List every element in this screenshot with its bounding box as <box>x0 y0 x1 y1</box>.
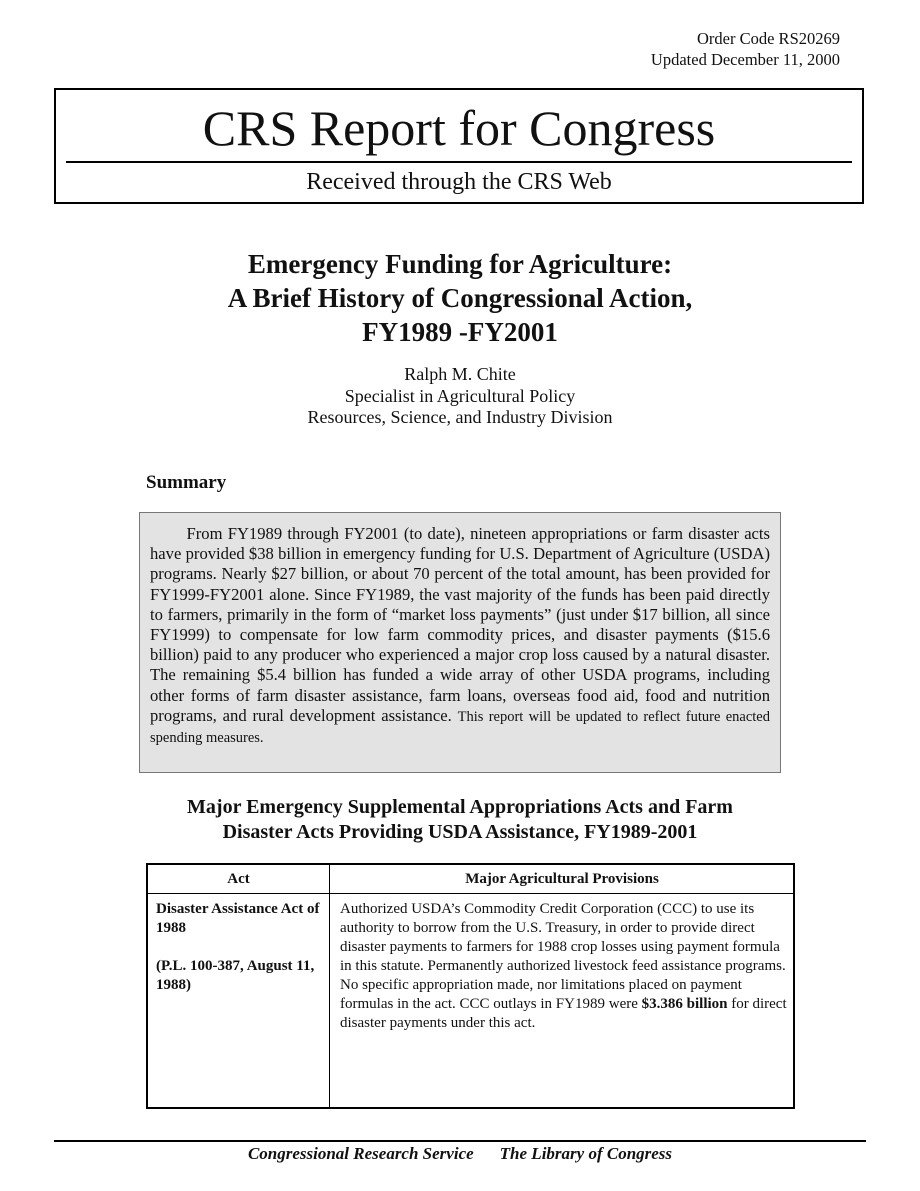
act-citation: (P.L. 100-387, August 11, 1988) <box>156 958 315 993</box>
footer-loc: The Library of Congress <box>499 1144 673 1163</box>
title-line: FY1989 -FY2001 <box>362 317 558 347</box>
table-title-line: Disaster Acts Providing USDA Assistance, FY1989-2001 <box>222 821 698 843</box>
provisions-text-end: for direct disaster payments under this act. <box>340 996 787 1031</box>
author-division: Resources, Science, and Industry Division <box>307 407 613 427</box>
footer-crs: Congressional Research Service <box>247 1144 474 1163</box>
summary-paragraph <box>150 524 770 748</box>
summary-text: From FY1989 through FY2001 (to date), nineteen appropriations or farm disaster acts have provided $38 billion in emergency funding for U.S. Department of Agriculture (USDA) programs. Nearly $27 billion, or about 70 percent of the total amount, has been provided for FY1999-FY2001 alone. Since FY1989, the vast majority of the funds has been paid directly to farmers, primarily in the form of “market loss payments” (just under $17 billion, all since FY1999) to compensate for low farm commodity prices, and disaster payments ($15.6 billion) paid to any producer who experienced a major crop loss caused by a natural disaster. The remaining $5.4 billion has funded a wide array of other USDA programs, including other forms of farm disaster assistance, farm loans, overseas food aid, food and nutrition programs, and rural development assistance. <box>150 524 770 725</box>
order-code-block <box>651 28 840 70</box>
summary-note: This report will be updated to reflect future enacted spending measures. <box>150 708 770 747</box>
author-block <box>0 364 920 429</box>
summary-heading: Summary <box>146 472 227 493</box>
table-header-divider <box>148 893 793 894</box>
table-column-divider <box>329 865 330 1107</box>
footer-divider <box>54 1140 866 1142</box>
column-header-provisions: Major Agricultural Provisions <box>465 871 659 887</box>
updated-date: Updated December 11, 2000 <box>650 50 840 69</box>
document-title <box>0 247 920 349</box>
table-cell-act <box>156 900 326 1014</box>
table-title <box>0 795 920 845</box>
order-code: Order Code RS20269 <box>697 29 840 48</box>
report-banner <box>54 88 864 204</box>
provisions-text: Authorized USDA’s Commodity Credit Corporation (CCC) to use its authority to borrow from the U.S. Treasury, in order to provide direct disaster payments to farmers for 1988 crop losses using payment formula in this statute. Permanently authorized livestock feed assistance programs. No specific appropriation made, nor limitations placed on payment formulas in the act. CCC outlays in FY1989 were <box>340 901 786 1012</box>
table-title-line: Major Emergency Supplemental Appropriations Acts and Farm <box>187 796 733 818</box>
column-header-act: Act <box>227 871 250 887</box>
author-title: Specialist in Agricultural Policy <box>344 385 576 406</box>
provisions-amount: $3.386 billion <box>641 996 728 1012</box>
author-name: Ralph M. Chite <box>404 364 516 384</box>
acts-table <box>146 863 795 1109</box>
act-name: Disaster Assistance Act of 1988 <box>156 901 320 936</box>
table-cell-provisions <box>340 900 788 1033</box>
banner-subtitle: Received through the CRS Web <box>306 169 612 195</box>
banner-divider <box>66 161 852 163</box>
title-line: A Brief History of Congressional Action, <box>227 283 693 313</box>
banner-title: CRS Report for Congress <box>202 100 716 156</box>
page-footer <box>0 1144 920 1164</box>
summary-box <box>139 512 781 773</box>
title-line: Emergency Funding for Agriculture: <box>247 249 673 279</box>
